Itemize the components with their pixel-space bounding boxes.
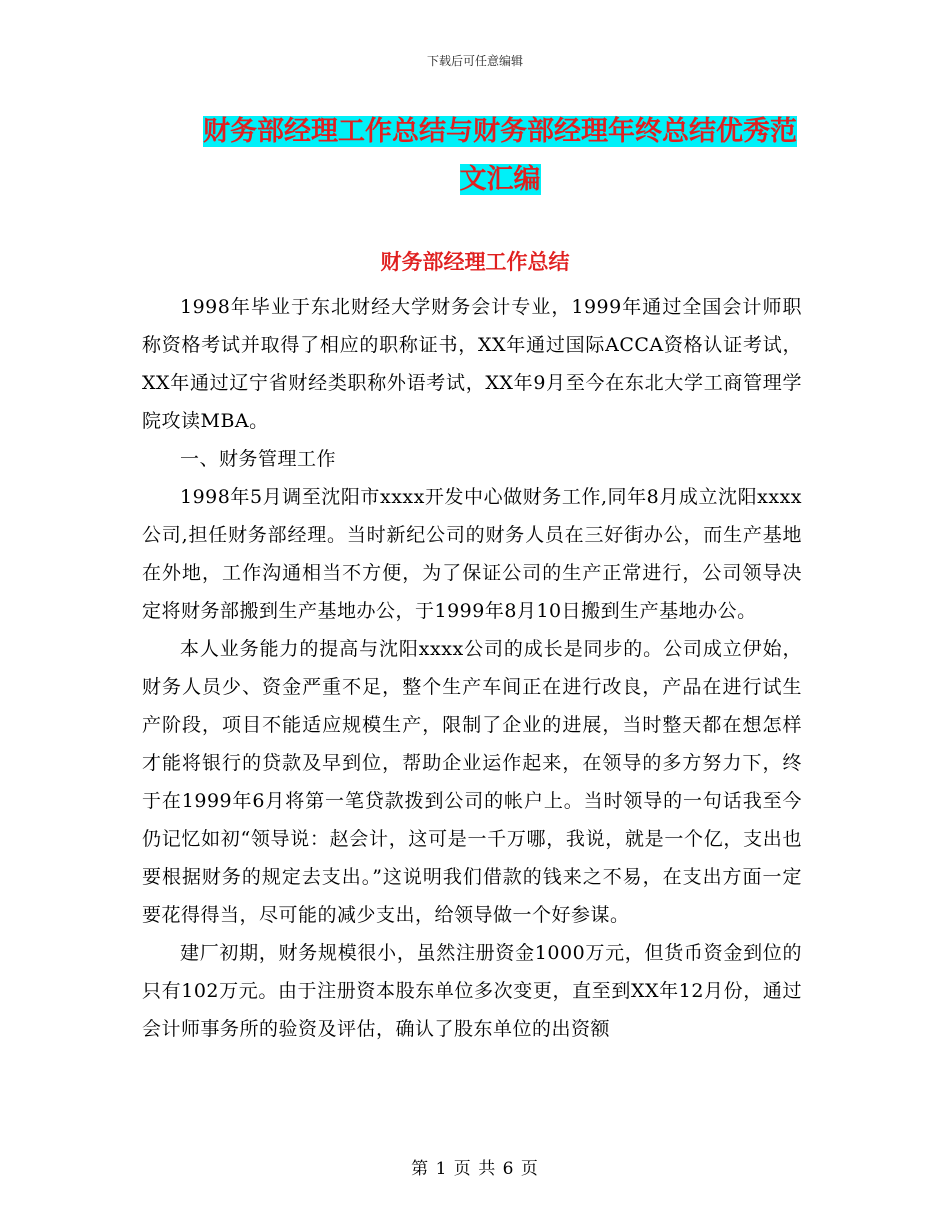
paragraph: 建厂初期，财务规模很小，虽然注册资金1000万元，但货币资金到位的只有102万元。由于注册资本股东单位多次变更，直至到XX年12月份，通过会计师事务所的验资及评估，确认了股东单位的出资额	[142, 942, 802, 1040]
page-number: 第 1 页 共 6 页	[411, 1159, 539, 1179]
document-body	[142, 288, 802, 1048]
paragraph: 1998年5月调至沈阳市xxxx开发中心做财务工作,同年8月成立沈阳xxxx公司,担任财务部经理。当时新纪公司的财务人员在三好街办公，而生产基地在外地，工作沟通相当不方便，为了保证公司的生产正常进行，公司领导决定将财务部搬到生产基地办公，于1999年8月10日搬到生产基地办公。	[142, 486, 802, 622]
document-title-text: 财务部经理工作总结与财务部经理年终总结优秀范文汇编	[203, 116, 797, 195]
paragraph-heading: 一、财务管理工作	[180, 448, 337, 470]
paragraph: 本人业务能力的提高与沈阳xxxx公司的成长是同步的。公司成立伊始，财务人员少、资金严重不足，整个生产车间正在进行改良，产品在进行试生产阶段，项目不能适应规模生产，限制了企业的进展，当时整天都在想怎样才能将银行的贷款及早到位，帮助企业运作起来，在领导的多方努力下，终于在1999年6月将第一笔贷款拨到公司的帐户上。当时领导的一句话我至今仍记忆如初“领导说：赵会计，这可是一千万哪，我说，就是一个亿，支出也要根据财务的规定去支出。”这说明我们借款的钱来之不易，在支出方面一定要花得得当，尽可能的减少支出，给领导做一个好参谋。	[142, 638, 802, 926]
paragraph: 1998年毕业于东北财经大学财务会计专业，1999年通过全国会计师职称资格考试并取得了相应的职称证书，XX年通过国际ACCA资格认证考试，XX年通过辽宁省财经类职称外语考试，XX年9月至今在东北大学工商管理学院攻读MBA。	[142, 296, 802, 432]
page-header-note: 下载后可任意编辑	[426, 54, 523, 68]
section-title: 财务部经理工作总结	[380, 249, 570, 274]
document-title	[190, 108, 810, 204]
